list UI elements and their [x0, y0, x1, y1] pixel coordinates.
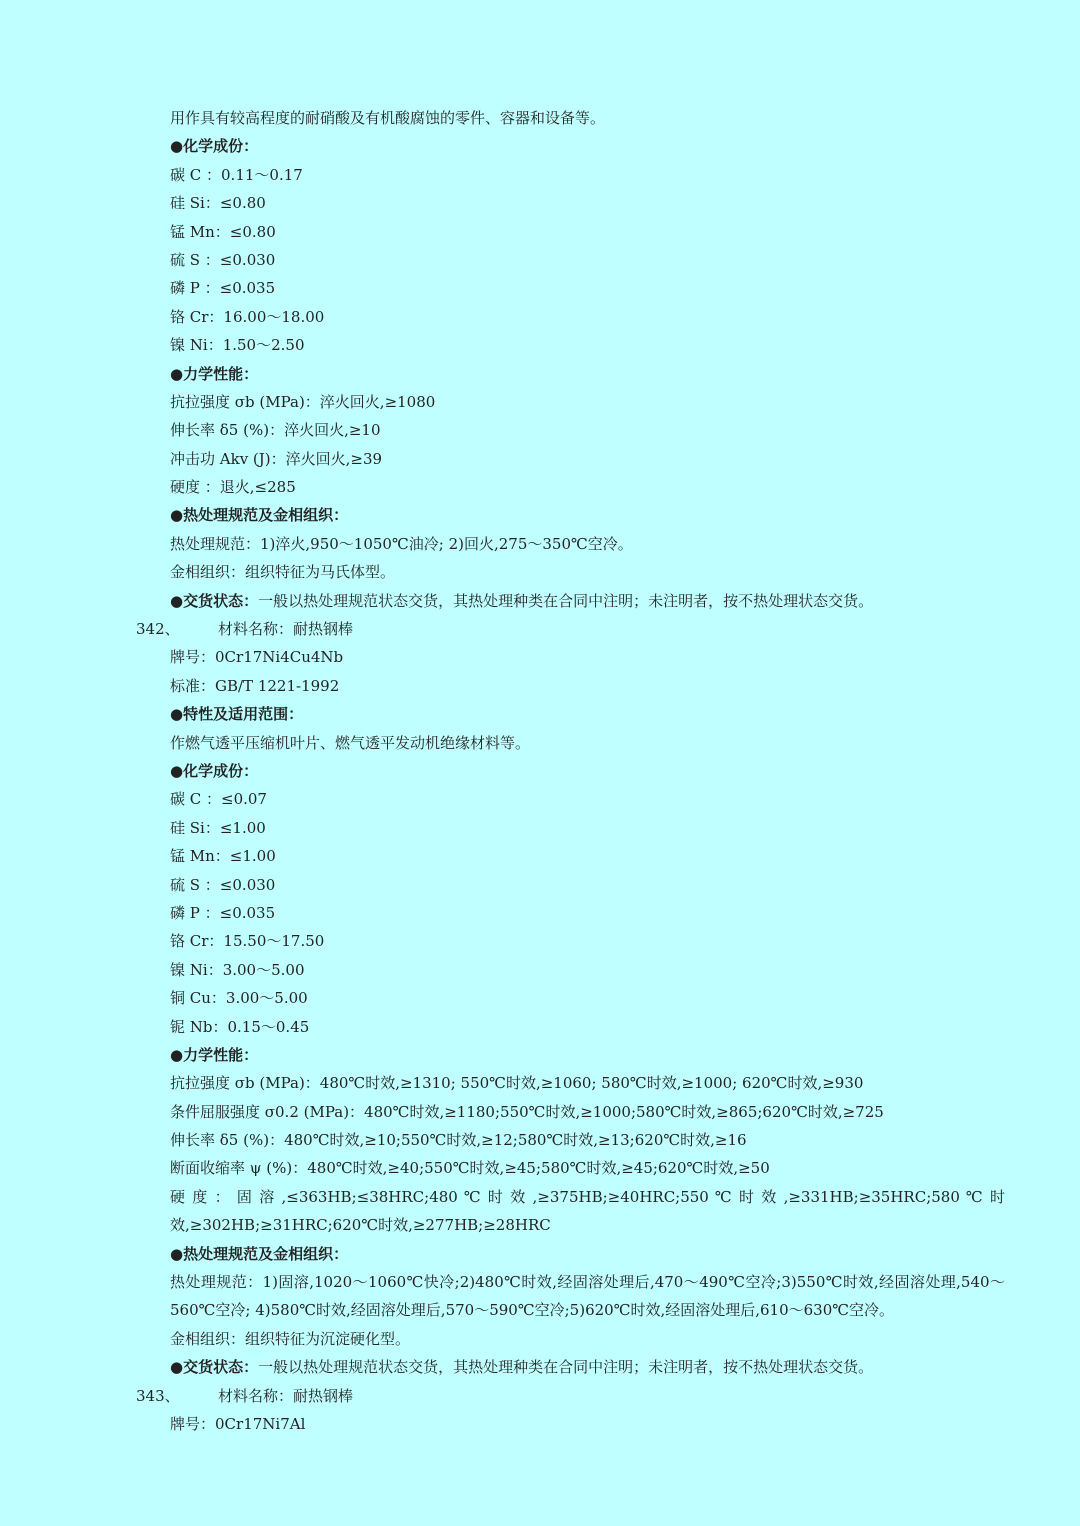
- item-number: 342、: [136, 620, 180, 639]
- item-header: [0, 615, 1080, 643]
- chem-line: 铬 Cr：15.50～17.50: [170, 932, 325, 951]
- mech-heading: ●力学性能：: [170, 1045, 259, 1064]
- hardness-text: 硬 度 ： 固 溶 ,≤363HB;≤38HRC;480 ℃ 时 效 ,≥375HB;≥40HRC;550 ℃ 时 效 ,≥331HB;≥35HRC;580 ℃ 时效,≥302HB;≥31HRC;620℃时效,≥277HB;≥28HRC: [170, 1187, 1005, 1235]
- chem-line: 硅 Si：≤1.00: [170, 818, 266, 837]
- chem-line: 磷 P ：≤0.035: [170, 279, 276, 298]
- range-text: 作燃气透平压缩机叶片、燃气透平发动机绝缘材料等。: [170, 733, 531, 752]
- delivery-line: [0, 1353, 1080, 1381]
- mech-line: 抗拉强度 σb (MPa)：480℃时效,≥1310; 550℃时效,≥1060; 580℃时效,≥1000; 620℃时效,≥930: [170, 1074, 864, 1093]
- document-page: [0, 104, 1080, 1438]
- micro-text: 金相组织：组织特征为沉淀硬化型。: [170, 1329, 411, 1348]
- mech-line: 冲击功 Akv (J)：淬火回火,≥39: [170, 449, 383, 468]
- chem-line: 磷 P ：≤0.035: [170, 903, 276, 922]
- delivery-label: ●交货状态：: [170, 591, 259, 610]
- grade-line: 牌号：0Cr17Ni7Al: [170, 1415, 306, 1433]
- intro-text: 用作具有较高程度的耐硝酸及有机酸腐蚀的零件、容器和设备等。: [170, 109, 606, 127]
- chem-line: 镍 Ni：1.50～2.50: [170, 336, 305, 355]
- mech-line: 伸长率 δ5 (%)：淬火回火,≥10: [170, 421, 381, 440]
- chem-heading: ●化学成份：: [170, 761, 259, 780]
- delivery-text: 一般以热处理规范状态交货，其热处理种类在合同中注明；未注明者，按不热处理状态交货。: [258, 1358, 874, 1377]
- mech-heading: ●力学性能：: [170, 364, 259, 383]
- item-header: [0, 1382, 1080, 1410]
- mech-line: 伸长率 δ5 (%)：480℃时效,≥10;550℃时效,≥12;580℃时效,≥13;620℃时效,≥16: [170, 1131, 747, 1150]
- chem-heading: ●化学成份：: [170, 137, 259, 156]
- chem-line: 硫 S ：≤0.030: [170, 875, 276, 894]
- range-heading: ●特性及适用范围：: [170, 705, 304, 724]
- heat-line: 金相组织：组织特征为马氏体型。: [170, 563, 396, 582]
- material-name: 材料名称：耐热钢棒: [218, 1386, 354, 1405]
- chem-line: 铜 Cu：3.00～5.00: [170, 989, 308, 1008]
- item-number: 343、: [136, 1386, 180, 1405]
- standard-line: 标准：GB/T 1221-1992: [170, 676, 340, 695]
- chem-line: 硫 S ：≤0.030: [170, 250, 276, 269]
- delivery-line: [0, 587, 1080, 615]
- chem-line: 铬 Cr：16.00～18.00: [170, 307, 325, 326]
- mech-line: 断面收缩率 ψ (%)：480℃时效,≥40;550℃时效,≥45;580℃时效,≥45;620℃时效,≥50: [170, 1159, 770, 1178]
- mech-line: 抗拉强度 σb (MPa)：淬火回火,≥1080: [170, 392, 436, 411]
- chem-line: 碳 C ：0.11～0.17: [170, 165, 303, 184]
- heat-line: 热处理规范：1)淬火,950～1050℃油冷; 2)回火,275～350℃空冷。: [170, 534, 633, 553]
- chem-line: 锰 Mn：≤0.80: [170, 222, 276, 241]
- mech-line: 硬度 ：退火,≤285: [170, 478, 296, 497]
- material-name: 材料名称：耐热钢棒: [218, 620, 354, 639]
- heat-spec-text: 热处理规范：1)固溶,1020～1060℃快冷;2)480℃时效,经固溶处理后,470～490℃空冷;3)550℃时效,经固溶处理,540～560℃空冷; 4)580℃时效,经固溶处理后,570～590℃空冷;5)620℃时效,经固溶处理后,610～630℃空冷。: [170, 1273, 1005, 1320]
- chem-line: 锰 Mn：≤1.00: [170, 847, 276, 866]
- grade-line: 牌号：0Cr17Ni4Cu4Nb: [170, 648, 344, 667]
- chem-line: 镍 Ni：3.00～5.00: [170, 960, 305, 979]
- delivery-text: 一般以热处理规范状态交货，其热处理种类在合同中注明；未注明者，按不热处理状态交货。: [258, 591, 874, 610]
- mech-line: 条件屈服强度 σ0.2 (MPa)：480℃时效,≥1180;550℃时效,≥1000;580℃时效,≥865;620℃时效,≥725: [170, 1102, 884, 1121]
- chem-line: 碳 C ：≤0.07: [170, 790, 267, 809]
- delivery-label: ●交货状态：: [170, 1358, 259, 1377]
- heat-heading: ●热处理规范及金相组织：: [170, 1244, 349, 1263]
- chem-line: 铌 Nb：0.15～0.45: [170, 1017, 310, 1036]
- heat-heading: ●热处理规范及金相组织：: [170, 506, 349, 525]
- chem-line: 硅 Si：≤0.80: [170, 194, 266, 213]
